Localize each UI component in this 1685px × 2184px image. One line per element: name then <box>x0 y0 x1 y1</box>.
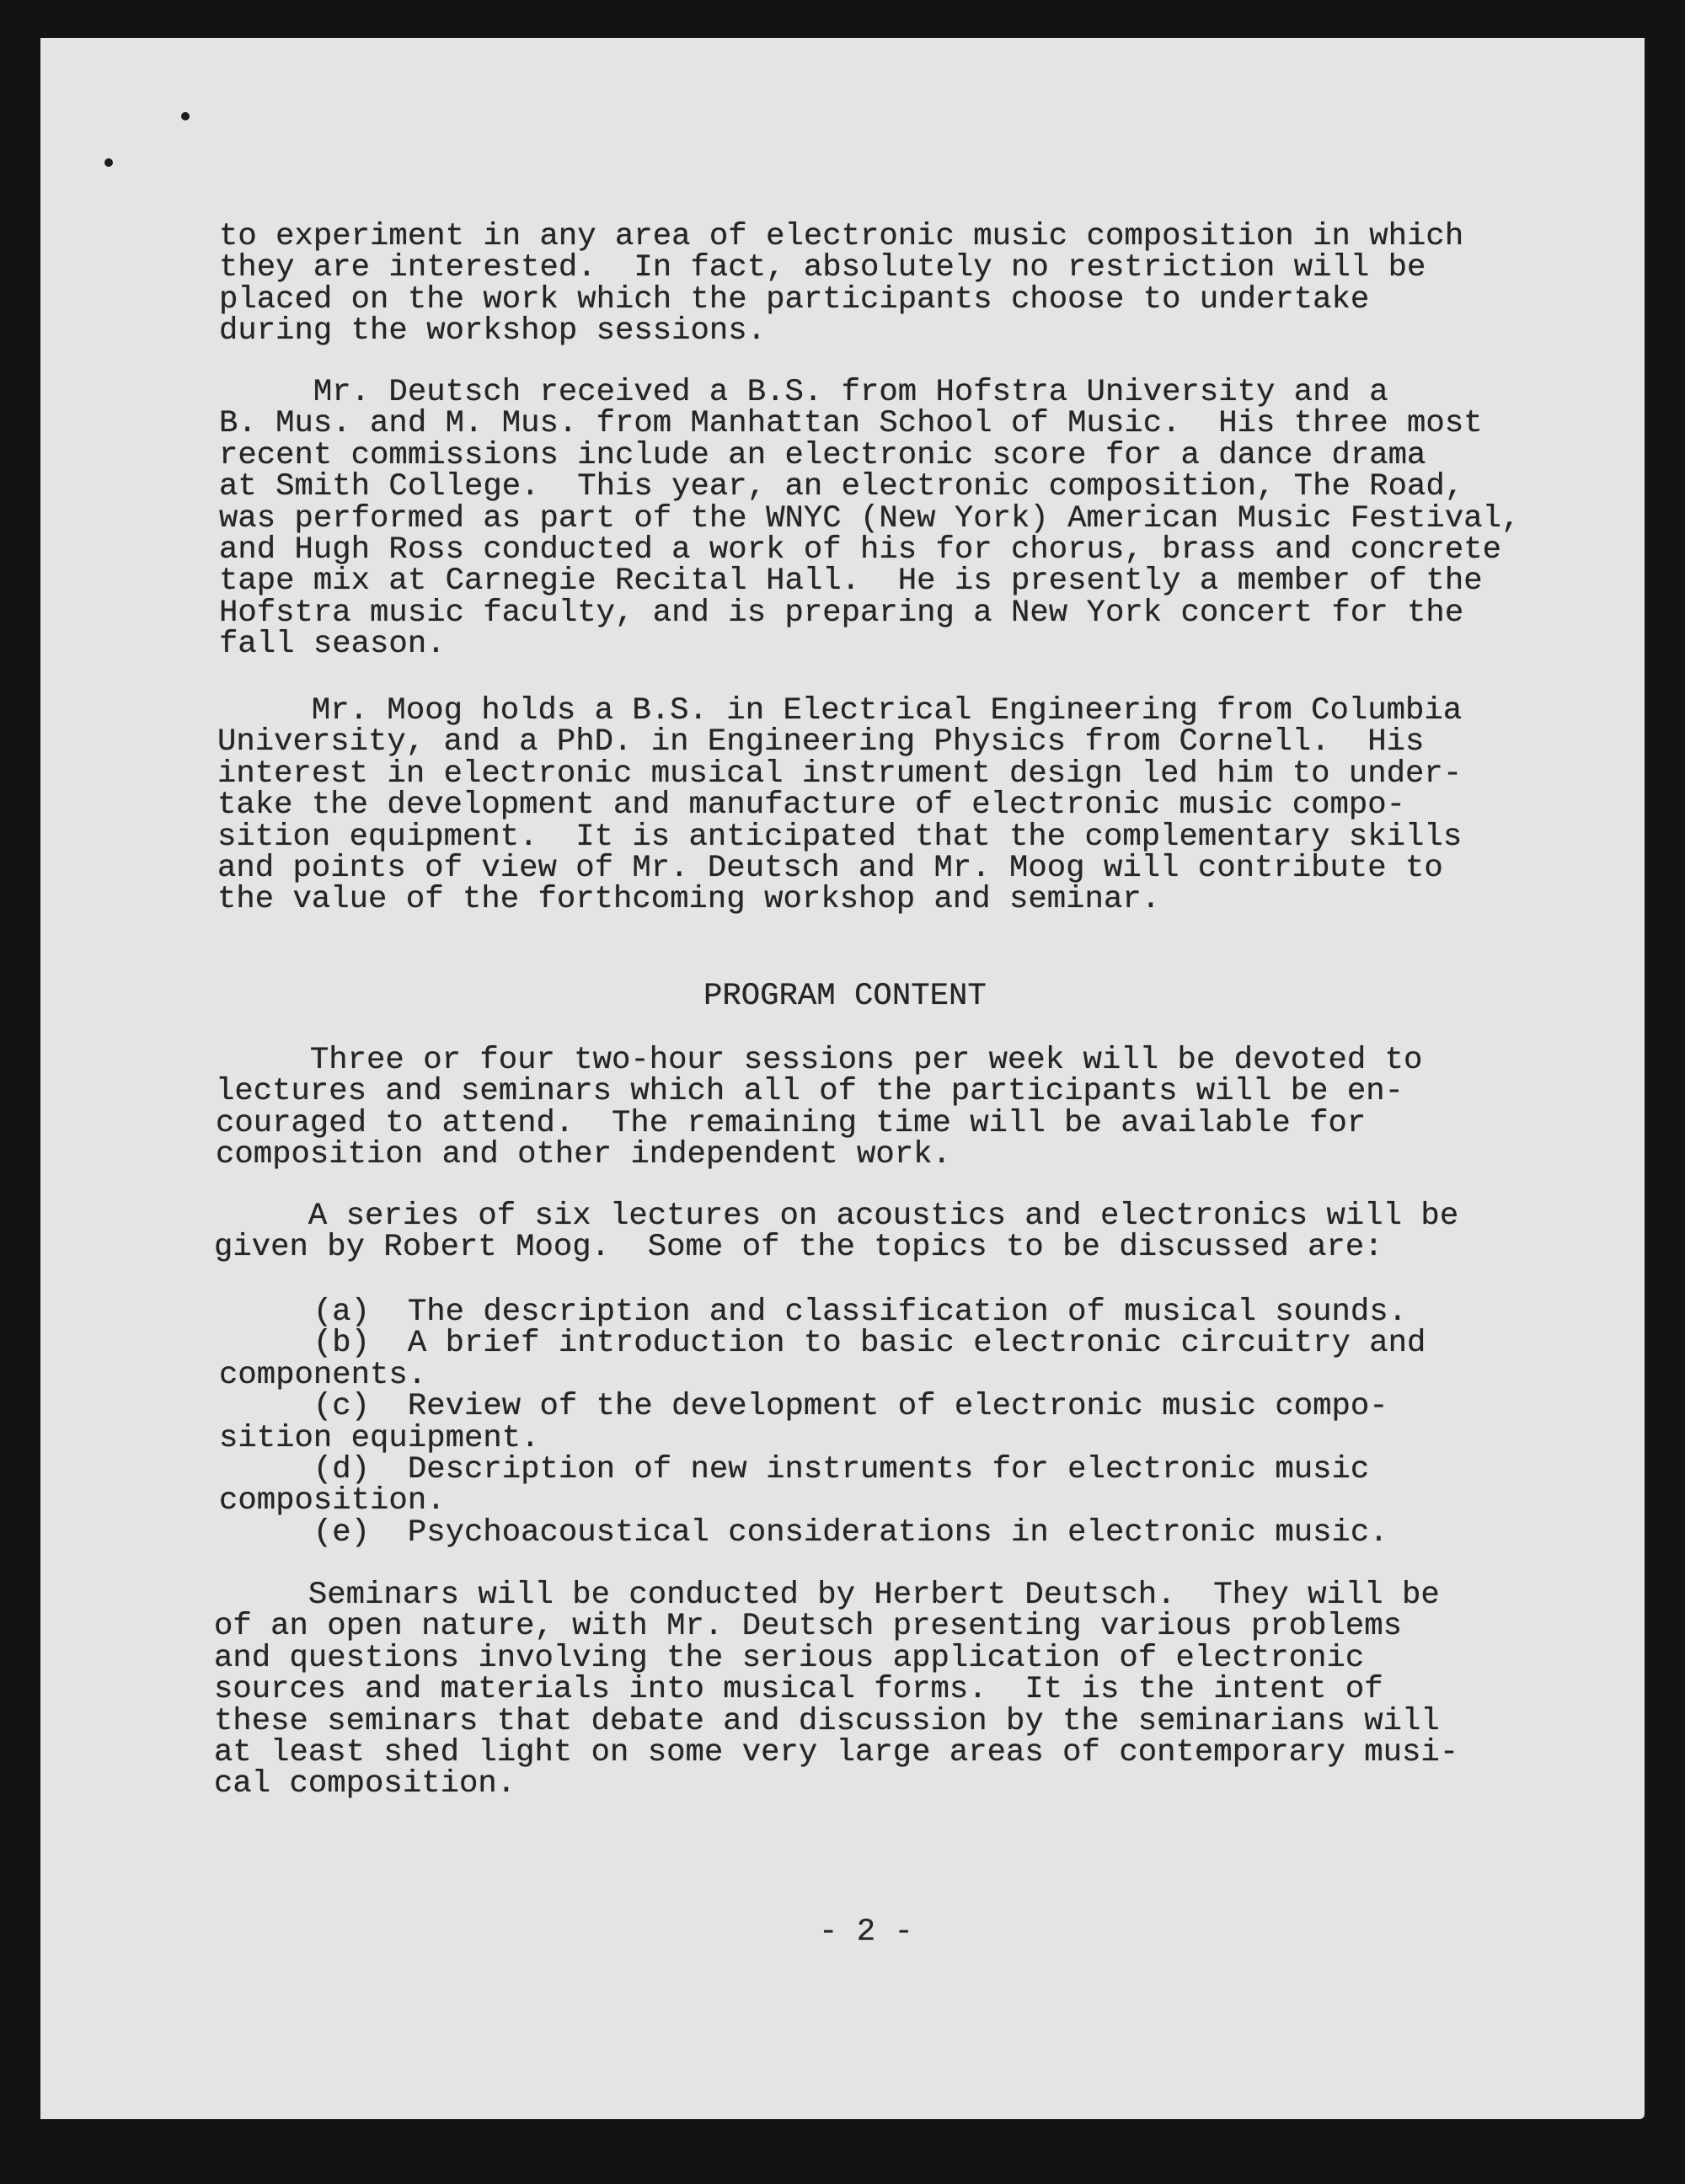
text-line: they are interested. In fact, absolutely no restriction will be <box>219 250 1426 286</box>
text-line: Three or four two-hour sessions per week will be devoted to <box>216 1043 1423 1078</box>
text-line: Seminars will be conducted by Herbert Deutsch. They will be <box>214 1578 1440 1613</box>
text-line: composition and other independent work. <box>216 1137 951 1173</box>
text-line: Mr. Deutsch received a B.S. from Hofstra University and a <box>219 375 1388 410</box>
text-line: B. Mus. and M. Mus. from Manhattan School of Music. His three most <box>219 406 1483 442</box>
text-line: these seminars that debate and discussion by the seminarians will <box>214 1703 1440 1739</box>
text-line: during the workshop sessions. <box>219 313 767 350</box>
paragraph-deutsch-bio <box>219 377 1520 661</box>
text-line: fall season. <box>219 627 446 663</box>
text-line: at least shed light on some very large areas of contemporary musi- <box>214 1734 1459 1770</box>
text-line: and points of view of Mr. Deutsch and Mr. Moog will contribute to <box>217 850 1443 886</box>
text-line: at Smith College. This year, an electronic composition, The Road, <box>219 469 1464 505</box>
paragraph-lectures <box>214 1201 1458 1264</box>
text-line: (d) Description of new instruments for electronic music <box>219 1451 1370 1487</box>
text-line: sources and materials into musical forms. It is the intent of <box>214 1672 1383 1708</box>
text-line: Mr. Moog holds a B.S. in Electrical Engineering from Columbia <box>217 693 1463 729</box>
section-heading: PROGRAM CONTENT <box>703 979 987 1014</box>
text-line: components. <box>219 1357 427 1393</box>
text-line: take the development and manufacture of electronic music compo- <box>217 788 1406 824</box>
text-line: (c) Review of the development of electronic music compo- <box>219 1389 1388 1425</box>
text-line: A series of six lectures on acoustics and electronics will be <box>214 1199 1459 1234</box>
text-line: the value of the forthcoming workshop and seminar. <box>217 882 1161 918</box>
paragraph-seminars <box>214 1580 1458 1801</box>
text-line: couraged to attend. The remaining time will be available for <box>216 1105 1367 1141</box>
page-number: - 2 - <box>819 1914 913 1950</box>
text-line: recent commissions include an electronic score for a dance drama <box>219 437 1426 473</box>
text-line: University, and a PhD. in Engineering Physics from Cornell. His <box>217 724 1425 761</box>
punch-mark <box>181 112 190 120</box>
text-line: cal composition. <box>214 1766 516 1802</box>
paragraph-sessions <box>216 1045 1422 1172</box>
text-line: tape mix at Carnegie Recital Hall. He is presently a member of the <box>219 563 1483 600</box>
text-line: (a) The description and classification of musical sounds. <box>219 1295 1408 1330</box>
punch-mark <box>104 158 113 167</box>
text-line: (b) A brief introduction to basic electronic circuitry and <box>219 1326 1426 1362</box>
text-line: placed on the work which the participants choose to undertake <box>219 281 1370 318</box>
text-line: given by Robert Moog. Some of the topics to be discussed are: <box>214 1230 1383 1266</box>
text-line: Hofstra music faculty, and is preparing a New York concert for the <box>219 595 1464 631</box>
text-line: of an open nature, with Mr. Deutsch presenting various problems <box>214 1609 1403 1645</box>
topics-list <box>219 1297 1426 1549</box>
text-line: interest in electronic musical instrument design led him to under- <box>217 756 1463 792</box>
text-line: sition equipment. It is anticipated that the complementary skills <box>217 819 1463 855</box>
text-line: was performed as part of the WNYC (New York) American Music Festival, <box>219 500 1521 537</box>
text-line: composition. <box>219 1483 446 1519</box>
text-line: and questions involving the serious application of electronic <box>214 1640 1365 1676</box>
text-line: and Hugh Ross conducted a work of his for chorus, brass and concrete <box>219 531 1501 568</box>
paragraph-intro-continued <box>219 219 1464 350</box>
paragraph-moog-bio <box>217 693 1463 918</box>
text-line: (e) Psychoacoustical considerations in electronic music. <box>219 1514 1388 1551</box>
text-line: sition equipment. <box>219 1420 540 1456</box>
text-line: lectures and seminars which all of the participants will be en- <box>216 1074 1404 1110</box>
text-line: to experiment in any area of electronic music composition in which <box>219 219 1464 254</box>
